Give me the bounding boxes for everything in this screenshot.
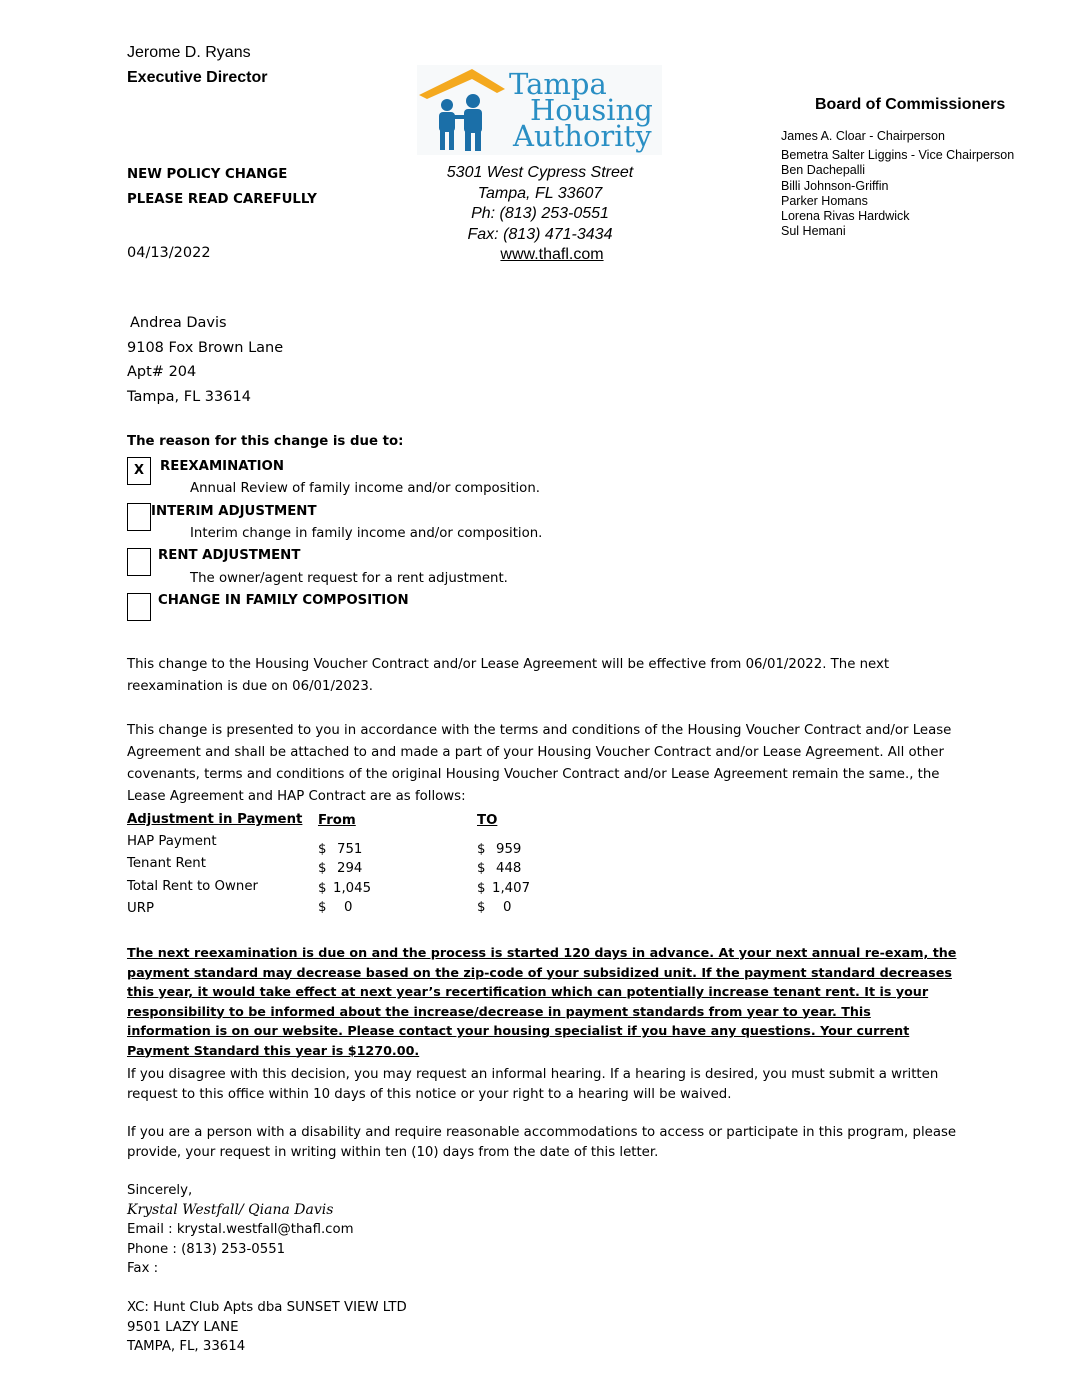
board-member: Sul Hemani (781, 224, 846, 239)
notice-line-1: NEW POLICY CHANGE (127, 167, 288, 182)
to-symbol: $ (477, 861, 486, 876)
from-value-hap: 751 (337, 842, 363, 857)
row-label-urp: URP (127, 901, 154, 916)
board-member: James A. Cloar - Chairperson (781, 129, 945, 143)
contact-phone: Phone : (813) 253-0551 (127, 1241, 286, 1257)
effective-paragraph: This change to the Housing Voucher Contract and/or Lease Agreement will be effective from 06/01/2022. The next reexamination is due on 06/01/2023. (127, 657, 890, 694)
from-symbol: $ (318, 900, 327, 915)
terms-paragraph: This change is presented to you in accordance with the terms and conditions of the Housing Voucher Contract and/or Lease Agreement and shall be attached to and made a part of your Housing Voucher Contract and/or Lease Agreement. All other covenants, terms and conditions of the original Housing Voucher Contract and/or Lease Agreement remain the same., the Lease Agreement and HAP Contract are as follows: (127, 723, 952, 804)
interim-adjustment-checkbox[interactable] (127, 503, 151, 531)
salutation: Sincerely, (127, 1183, 193, 1198)
office-website-link[interactable]: www.thafl.com (500, 246, 604, 263)
from-symbol: $ (318, 861, 327, 876)
board-member: Billi Johnson-Griffin (781, 178, 889, 193)
hearing-paragraph: If you disagree with this decision, you may request an informal hearing. If a hearing is desired, you must submit a written request to this office within 10 days of this notice or your right to a hearing will be waived. (127, 1067, 939, 1102)
office-fax: Fax: (813) 471-3434 (467, 225, 613, 243)
rent-adjustment-checkbox[interactable] (127, 548, 151, 576)
interim-adjustment-desc: Interim change in family income and/or composition. (190, 526, 543, 541)
to-value-total: 1,407 (492, 881, 531, 896)
reason-heading: The reason for this change is due to: (127, 434, 404, 449)
table-header-adjustment: Adjustment in Payment (127, 812, 303, 827)
table-header-to: TO (477, 813, 498, 828)
to-value-hap: 959 (496, 842, 522, 857)
from-symbol: $ (318, 881, 327, 896)
director-name: Jerome D. Ryans (127, 44, 251, 61)
to-symbol: $ (477, 842, 486, 857)
office-city: Tampa, FL 33607 (477, 184, 603, 202)
letter-date: 04/13/2022 (127, 245, 211, 261)
cc-block (127, 1298, 407, 1357)
rent-adjustment-label: RENT ADJUSTMENT (158, 548, 301, 563)
table-header-from: From (318, 813, 356, 828)
board-member: Lorena Rivas Hardwick (781, 209, 910, 224)
board-members (781, 129, 1014, 239)
row-label-total: Total Rent to Owner (127, 879, 258, 894)
reexamination-desc: Annual Review of family income and/or composition. (190, 481, 540, 496)
board-member: Ben Dachepalli (781, 163, 866, 178)
contact-fax: Fax : (127, 1261, 159, 1276)
reexamination-checkbox[interactable]: X (127, 457, 151, 485)
from-value-total: 1,045 (333, 881, 372, 896)
row-label-tenant: Tenant Rent (127, 856, 206, 871)
office-phone: Ph: (813) 253-0551 (471, 205, 609, 222)
board-member: Parker Homans (781, 193, 868, 208)
reexamination-label: REEXAMINATION (160, 459, 284, 474)
interim-adjustment-label: INTERIM ADJUSTMENT (151, 504, 317, 519)
to-symbol: $ (477, 881, 486, 896)
office-address (420, 163, 660, 266)
closing-block (127, 1181, 354, 1279)
logo-word-authority: Authority (513, 119, 652, 153)
from-value-tenant: 294 (337, 861, 363, 876)
to-value-tenant: 448 (496, 861, 522, 876)
office-street: 5301 West Cypress Street (446, 164, 634, 181)
to-value-urp: 0 (503, 900, 512, 915)
director-title: Executive Director (127, 69, 268, 86)
cc-line-3: TAMPA, FL, 33614 (127, 1339, 246, 1354)
recipient-address (127, 311, 283, 410)
recipient-street: 9108 Fox Brown Lane (127, 339, 284, 356)
from-symbol: $ (318, 842, 327, 857)
to-symbol: $ (477, 900, 486, 915)
logo-word-housing: Housing (530, 93, 653, 127)
from-value-urp: 0 (344, 900, 353, 915)
recipient-city: Tampa, FL 33614 (127, 389, 251, 406)
notice-line-2: PLEASE READ CAREFULLY (127, 192, 317, 207)
board-title: Board of Commissioners (815, 96, 1006, 113)
cc-line-1: XC: Hunt Club Apts dba SUNSET VIEW LTD (127, 1300, 407, 1315)
signature: Krystal Westfall/ Qiana Davis (127, 1201, 334, 1218)
family-composition-checkbox[interactable] (127, 593, 151, 621)
row-label-hap: HAP Payment (127, 834, 217, 849)
contact-email: Email : krystal.westfall@thafl.com (127, 1222, 354, 1237)
tha-logo (417, 65, 662, 155)
family-composition-label: CHANGE IN FAMILY COMPOSITION (158, 593, 409, 608)
recipient-apt: Apt# 204 (127, 364, 197, 381)
recipient-name: Andrea Davis (130, 315, 227, 331)
disability-paragraph: If you are a person with a disability and require reasonable accommodations to access or participate in this program, please provide, your request in writing within ten (10) days from the date of this letter. (127, 1125, 957, 1160)
logo-word-tampa: Tampa (509, 67, 607, 101)
rent-adjustment-desc: The owner/agent request for a rent adjustment. (190, 571, 508, 586)
payment-standard-notice: The next reexamination is due on and the process is started 120 days in advance. At your next annual re-exam, the payment standard may decrease based on the zip-code of your subsidized unit. If the payment standard decreases this year, it would take effect at next year’s recertification which can potentially increase tenant rent. It is your responsibility to be informed about the increase/decrease in payment standards from year to year. This information is on our website. Please contact your housing specialist if you have any questions. Your current Payment Standard this year is $1270.00. (127, 945, 957, 1058)
board-member: Bemetra Salter Liggins - Vice Chairperson (781, 148, 1015, 163)
cc-line-2: 9501 LAZY LANE (127, 1319, 239, 1335)
